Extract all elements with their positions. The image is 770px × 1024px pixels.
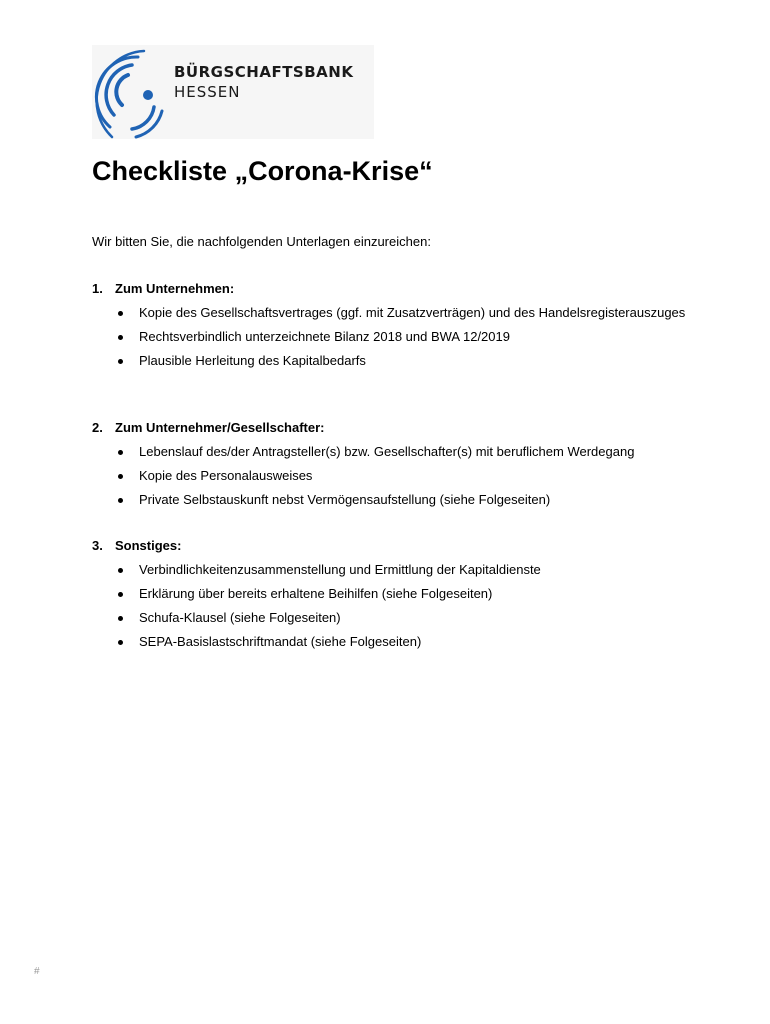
- list-item-text: Erklärung über bereits erhaltene Beihilfen (siehe Folgeseiten): [139, 586, 493, 601]
- section-heading-label: Zum Unternehmen:: [115, 281, 235, 296]
- page-title: Checkliste „Corona-Krise“: [92, 156, 433, 186]
- bullet-icon: [118, 474, 123, 479]
- section-heading: [92, 281, 712, 299]
- section-other: [92, 538, 712, 658]
- logo-swirl-icon: [92, 45, 182, 139]
- list-item: [92, 468, 712, 484]
- bullet-icon: [118, 311, 123, 316]
- section-heading-label: Zum Unternehmer/Gesellschafter:: [115, 420, 325, 435]
- list-item-text: Plausible Herleitung des Kapitalbedarfs: [139, 353, 366, 368]
- bullet-icon: [118, 498, 123, 503]
- logo-line1: BÜRGSCHAFTSBANK: [174, 63, 354, 81]
- list-item: [92, 353, 712, 369]
- bullet-icon: [118, 450, 123, 455]
- list-item: [92, 329, 712, 345]
- item-list: [92, 305, 712, 369]
- bullet-icon: [118, 592, 123, 597]
- list-item: [92, 444, 712, 460]
- list-item-text: Private Selbstauskunft nebst Vermögensaufstellung (siehe Folgeseiten): [139, 492, 551, 507]
- company-logo: [92, 45, 374, 139]
- section-heading-label: Sonstiges:: [115, 538, 182, 553]
- list-item-text: Schufa-Klausel (siehe Folgeseiten): [139, 610, 341, 625]
- list-item: [92, 634, 712, 650]
- footer-mark: #: [34, 966, 40, 977]
- bullet-icon: [118, 640, 123, 645]
- section-number: 2.: [92, 420, 103, 435]
- intro-text: Wir bitten Sie, die nachfolgenden Unterlagen einzureichen:: [92, 234, 431, 249]
- bullet-icon: [118, 335, 123, 340]
- list-item: [92, 586, 712, 602]
- list-item: [92, 492, 712, 508]
- section-entrepreneur: [92, 420, 712, 516]
- list-item: [92, 610, 712, 626]
- list-item-text: Verbindlichkeitenzusammenstellung und Ermittlung der Kapitaldienste: [139, 562, 541, 577]
- list-item-text: SEPA-Basislastschriftmandat (siehe Folgeseiten): [139, 634, 422, 649]
- section-number: 3.: [92, 538, 103, 553]
- list-item-text: Lebenslauf des/der Antragsteller(s) bzw. Gesellschafter(s) mit beruflichem Werdegang: [139, 444, 635, 459]
- section-company: [92, 281, 712, 377]
- bullet-icon: [118, 616, 123, 621]
- list-item: [92, 562, 712, 578]
- item-list: [92, 444, 712, 508]
- section-heading: [92, 420, 712, 438]
- section-heading: [92, 538, 712, 556]
- list-item-text: Kopie des Gesellschaftsvertrages (ggf. mit Zusatzverträgen) und des Handelsregisterauszuges: [139, 305, 686, 320]
- item-list: [92, 562, 712, 650]
- bullet-icon: [118, 568, 123, 573]
- bullet-icon: [118, 359, 123, 364]
- list-item: [92, 305, 712, 321]
- section-number: 1.: [92, 281, 103, 296]
- logo-line2: HESSEN: [174, 83, 241, 101]
- list-item-text: Rechtsverbindlich unterzeichnete Bilanz 2018 und BWA 12/2019: [139, 329, 510, 344]
- list-item-text: Kopie des Personalausweises: [139, 468, 313, 483]
